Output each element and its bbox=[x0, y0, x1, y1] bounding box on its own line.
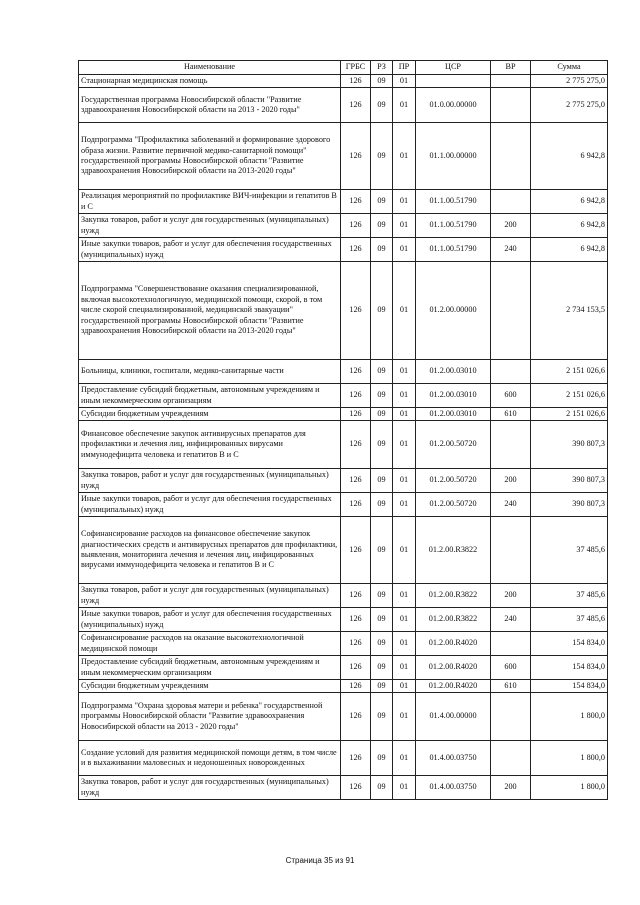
cell-rz: 09 bbox=[371, 421, 393, 469]
cell-csr: 01.2.00.R4020 bbox=[416, 680, 491, 693]
cell-vr bbox=[491, 360, 531, 384]
cell-csr: 01.2.00.03010 bbox=[416, 360, 491, 384]
table-row bbox=[79, 517, 608, 584]
cell-name: Софинансирование расходов на финансовое обеспечение закупок диагностических средств и антивирусных препаратов для профилактики, выявления, мониторинга лечения и лечения лиц, инфицированных вирусами иммунодефицита человека и гепатитов В и С bbox=[79, 517, 341, 584]
cell-sum: 154 834,0 bbox=[531, 656, 608, 680]
cell-rz: 09 bbox=[371, 608, 393, 632]
cell-rz: 09 bbox=[371, 693, 393, 741]
cell-vr: 200 bbox=[491, 584, 531, 608]
cell-vr: 610 bbox=[491, 408, 531, 421]
page-number: Страница 35 из 91 bbox=[285, 856, 355, 865]
cell-rz: 09 bbox=[371, 88, 393, 123]
cell-csr: 01.2.00.R4020 bbox=[416, 656, 491, 680]
cell-name: Закупка товаров, работ и услуг для государственных (муниципальных) нужд bbox=[79, 469, 341, 493]
cell-grbs: 126 bbox=[341, 262, 371, 360]
cell-grbs: 126 bbox=[341, 238, 371, 262]
table-row bbox=[79, 238, 608, 262]
cell-name: Предоставление субсидий бюджетным, автономным учреждениям и иным некоммерческим организациям bbox=[79, 656, 341, 680]
cell-vr bbox=[491, 632, 531, 656]
table-row bbox=[79, 741, 608, 776]
cell-grbs: 126 bbox=[341, 408, 371, 421]
cell-grbs: 126 bbox=[341, 517, 371, 584]
cell-pr: 01 bbox=[393, 75, 416, 88]
cell-csr: 01.1.00.00000 bbox=[416, 123, 491, 190]
cell-grbs: 126 bbox=[341, 584, 371, 608]
cell-sum: 37 485,6 bbox=[531, 584, 608, 608]
cell-csr: 01.2.00.R3822 bbox=[416, 517, 491, 584]
cell-sum: 390 807,3 bbox=[531, 493, 608, 517]
cell-grbs: 126 bbox=[341, 776, 371, 800]
cell-vr bbox=[491, 123, 531, 190]
cell-pr: 01 bbox=[393, 123, 416, 190]
cell-pr: 01 bbox=[393, 190, 416, 214]
cell-rz: 09 bbox=[371, 75, 393, 88]
cell-csr bbox=[416, 75, 491, 88]
cell-pr: 01 bbox=[393, 384, 416, 408]
cell-grbs: 126 bbox=[341, 469, 371, 493]
cell-grbs: 126 bbox=[341, 360, 371, 384]
cell-name: Иные закупки товаров, работ и услуг для обеспечения государственных (муниципальных) нужд bbox=[79, 238, 341, 262]
cell-name: Стационарная медицинская помощь bbox=[79, 75, 341, 88]
cell-sum: 154 834,0 bbox=[531, 632, 608, 656]
cell-vr: 240 bbox=[491, 493, 531, 517]
cell-csr: 01.2.00.R3822 bbox=[416, 584, 491, 608]
cell-grbs: 126 bbox=[341, 493, 371, 517]
cell-rz: 09 bbox=[371, 408, 393, 421]
cell-pr: 01 bbox=[393, 88, 416, 123]
cell-pr: 01 bbox=[393, 584, 416, 608]
cell-csr: 01.2.00.50720 bbox=[416, 421, 491, 469]
cell-sum: 2 151 026,6 bbox=[531, 408, 608, 421]
cell-grbs: 126 bbox=[341, 88, 371, 123]
cell-csr: 01.1.00.51790 bbox=[416, 214, 491, 238]
cell-name: Предоставление субсидий бюджетным, автономным учреждениям и иным некоммерческим организациям bbox=[79, 384, 341, 408]
cell-rz: 09 bbox=[371, 517, 393, 584]
cell-csr: 01.4.00.03750 bbox=[416, 776, 491, 800]
cell-rz: 09 bbox=[371, 680, 393, 693]
cell-name: Закупка товаров, работ и услуг для государственных (муниципальных) нужд bbox=[79, 214, 341, 238]
cell-rz: 09 bbox=[371, 238, 393, 262]
cell-csr: 01.2.00.50720 bbox=[416, 493, 491, 517]
cell-grbs: 126 bbox=[341, 693, 371, 741]
cell-name: Подпрограмма "Совершенствование оказания специализированной, включая высокотехнологичную, медицинской помощи, скорой, в том числе скорой специализированной, медицинской эвакуации" государственной программы Новосибирской области "Развитие здравоохранения Новосибирской области на 2013-2020 годы" bbox=[79, 262, 341, 360]
table-row bbox=[79, 88, 608, 123]
cell-pr: 01 bbox=[393, 656, 416, 680]
cell-grbs: 126 bbox=[341, 214, 371, 238]
header-name: Наименование bbox=[79, 61, 341, 75]
cell-sum: 2 775 275,0 bbox=[531, 88, 608, 123]
cell-pr: 01 bbox=[393, 469, 416, 493]
table-row bbox=[79, 421, 608, 469]
cell-vr bbox=[491, 75, 531, 88]
table-row bbox=[79, 632, 608, 656]
cell-vr: 600 bbox=[491, 656, 531, 680]
cell-rz: 09 bbox=[371, 384, 393, 408]
cell-grbs: 126 bbox=[341, 741, 371, 776]
cell-vr: 600 bbox=[491, 384, 531, 408]
cell-name: Подпрограмма "Профилактика заболеваний и формирование здорового образа жизни. Развитие первичной медико-санитарной помощи" государственной программы Новосибирской области "Развитие здравоохранения Новосибирской области на 2013-2020 годы" bbox=[79, 123, 341, 190]
cell-rz: 09 bbox=[371, 190, 393, 214]
cell-rz: 09 bbox=[371, 656, 393, 680]
cell-pr: 01 bbox=[393, 693, 416, 741]
cell-csr: 01.2.00.R3822 bbox=[416, 608, 491, 632]
cell-pr: 01 bbox=[393, 421, 416, 469]
cell-name: Закупка товаров, работ и услуг для государственных (муниципальных) нужд bbox=[79, 584, 341, 608]
cell-pr: 01 bbox=[393, 214, 416, 238]
cell-name: Иные закупки товаров, работ и услуг для обеспечения государственных (муниципальных) нужд bbox=[79, 493, 341, 517]
cell-sum: 154 834,0 bbox=[531, 680, 608, 693]
cell-pr: 01 bbox=[393, 238, 416, 262]
table-row bbox=[79, 693, 608, 741]
table-row bbox=[79, 262, 608, 360]
cell-name: Финансовое обеспечение закупок антивирусных препаратов для профилактики и лечения лиц, инфицированных вирусами иммунодефицита человека и гепатитов В и С bbox=[79, 421, 341, 469]
cell-sum: 1 800,0 bbox=[531, 776, 608, 800]
table-row bbox=[79, 608, 608, 632]
table-row bbox=[79, 656, 608, 680]
cell-sum: 6 942,8 bbox=[531, 190, 608, 214]
cell-vr bbox=[491, 517, 531, 584]
cell-sum: 6 942,8 bbox=[531, 214, 608, 238]
cell-name: Софинансирование расходов на оказание высокотехнологичной медицинской помощи bbox=[79, 632, 341, 656]
cell-name: Больницы, клиники, госпитали, медико-санитарные части bbox=[79, 360, 341, 384]
cell-csr: 01.4.00.00000 bbox=[416, 693, 491, 741]
cell-sum: 37 485,6 bbox=[531, 608, 608, 632]
cell-rz: 09 bbox=[371, 214, 393, 238]
cell-sum: 390 807,3 bbox=[531, 469, 608, 493]
cell-pr: 01 bbox=[393, 517, 416, 584]
cell-name: Субсидии бюджетным учреждениям bbox=[79, 680, 341, 693]
table-row bbox=[79, 493, 608, 517]
cell-rz: 09 bbox=[371, 776, 393, 800]
cell-csr: 01.2.00.03010 bbox=[416, 408, 491, 421]
cell-pr: 01 bbox=[393, 741, 416, 776]
header-pr: ПР bbox=[393, 61, 416, 75]
cell-pr: 01 bbox=[393, 776, 416, 800]
cell-rz: 09 bbox=[371, 493, 393, 517]
cell-rz: 09 bbox=[371, 262, 393, 360]
cell-grbs: 126 bbox=[341, 190, 371, 214]
cell-grbs: 126 bbox=[341, 384, 371, 408]
cell-name: Реализация мероприятий по профилактике ВИЧ-инфекции и гепатитов В и С bbox=[79, 190, 341, 214]
cell-csr: 01.1.00.51790 bbox=[416, 190, 491, 214]
cell-vr: 200 bbox=[491, 214, 531, 238]
cell-csr: 01.2.00.R4020 bbox=[416, 632, 491, 656]
cell-vr bbox=[491, 741, 531, 776]
header-grbs: ГРБС bbox=[341, 61, 371, 75]
header-rz: РЗ bbox=[371, 61, 393, 75]
cell-name: Субсидии бюджетным учреждениям bbox=[79, 408, 341, 421]
cell-vr bbox=[491, 190, 531, 214]
cell-csr: 01.4.00.03750 bbox=[416, 741, 491, 776]
cell-rz: 09 bbox=[371, 741, 393, 776]
cell-sum: 1 800,0 bbox=[531, 693, 608, 741]
cell-csr: 01.2.00.00000 bbox=[416, 262, 491, 360]
cell-rz: 09 bbox=[371, 632, 393, 656]
table-row bbox=[79, 584, 608, 608]
cell-sum: 6 942,8 bbox=[531, 123, 608, 190]
cell-csr: 01.1.00.51790 bbox=[416, 238, 491, 262]
cell-vr: 240 bbox=[491, 238, 531, 262]
cell-pr: 01 bbox=[393, 360, 416, 384]
cell-pr: 01 bbox=[393, 608, 416, 632]
cell-vr bbox=[491, 88, 531, 123]
cell-pr: 01 bbox=[393, 632, 416, 656]
budget-table bbox=[78, 60, 608, 800]
cell-grbs: 126 bbox=[341, 680, 371, 693]
cell-rz: 09 bbox=[371, 123, 393, 190]
header-sum: Сумма bbox=[531, 61, 608, 75]
table-header-row bbox=[79, 61, 608, 75]
cell-grbs: 126 bbox=[341, 632, 371, 656]
cell-vr bbox=[491, 693, 531, 741]
cell-sum: 37 485,6 bbox=[531, 517, 608, 584]
cell-sum: 2 151 026,6 bbox=[531, 384, 608, 408]
table-row bbox=[79, 680, 608, 693]
table-row bbox=[79, 384, 608, 408]
cell-vr: 200 bbox=[491, 776, 531, 800]
cell-sum: 2 151 026,6 bbox=[531, 360, 608, 384]
cell-vr: 610 bbox=[491, 680, 531, 693]
header-csr: ЦСР bbox=[416, 61, 491, 75]
cell-name: Подпрограмма "Охрана здоровья матери и ребенка" государственной программы Новосибирской области "Развитие здравоохранения Новосибирской области на 2013 - 2020 годы" bbox=[79, 693, 341, 741]
cell-sum: 6 942,8 bbox=[531, 238, 608, 262]
cell-rz: 09 bbox=[371, 584, 393, 608]
cell-grbs: 126 bbox=[341, 123, 371, 190]
cell-sum: 1 800,0 bbox=[531, 741, 608, 776]
table-row bbox=[79, 75, 608, 88]
cell-sum: 2 734 153,5 bbox=[531, 262, 608, 360]
table-row bbox=[79, 123, 608, 190]
cell-grbs: 126 bbox=[341, 421, 371, 469]
cell-rz: 09 bbox=[371, 360, 393, 384]
table-row bbox=[79, 408, 608, 421]
cell-pr: 01 bbox=[393, 680, 416, 693]
cell-grbs: 126 bbox=[341, 75, 371, 88]
table-row bbox=[79, 190, 608, 214]
cell-sum: 390 807,3 bbox=[531, 421, 608, 469]
cell-csr: 01.2.00.50720 bbox=[416, 469, 491, 493]
cell-csr: 01.0.00.00000 bbox=[416, 88, 491, 123]
cell-csr: 01.2.00.03010 bbox=[416, 384, 491, 408]
header-vr: ВР bbox=[491, 61, 531, 75]
table-row bbox=[79, 469, 608, 493]
cell-pr: 01 bbox=[393, 408, 416, 421]
cell-vr bbox=[491, 262, 531, 360]
cell-vr bbox=[491, 421, 531, 469]
cell-name: Иные закупки товаров, работ и услуг для обеспечения государственных (муниципальных) нужд bbox=[79, 608, 341, 632]
cell-name: Закупка товаров, работ и услуг для государственных (муниципальных) нужд bbox=[79, 776, 341, 800]
table-row bbox=[79, 214, 608, 238]
cell-vr: 240 bbox=[491, 608, 531, 632]
cell-rz: 09 bbox=[371, 469, 393, 493]
table-row bbox=[79, 360, 608, 384]
cell-name: Создание условий для развития медицинской помощи детям, в том числе и в выхаживании маловесных и недоношенных новорожденных bbox=[79, 741, 341, 776]
cell-vr: 200 bbox=[491, 469, 531, 493]
cell-name: Государственная программа Новосибирской области "Развитие здравоохранения Новосибирской области на 2013 - 2020 годы" bbox=[79, 88, 341, 123]
cell-pr: 01 bbox=[393, 262, 416, 360]
table-row bbox=[79, 776, 608, 800]
cell-sum: 2 775 275,0 bbox=[531, 75, 608, 88]
cell-pr: 01 bbox=[393, 493, 416, 517]
cell-grbs: 126 bbox=[341, 656, 371, 680]
cell-grbs: 126 bbox=[341, 608, 371, 632]
